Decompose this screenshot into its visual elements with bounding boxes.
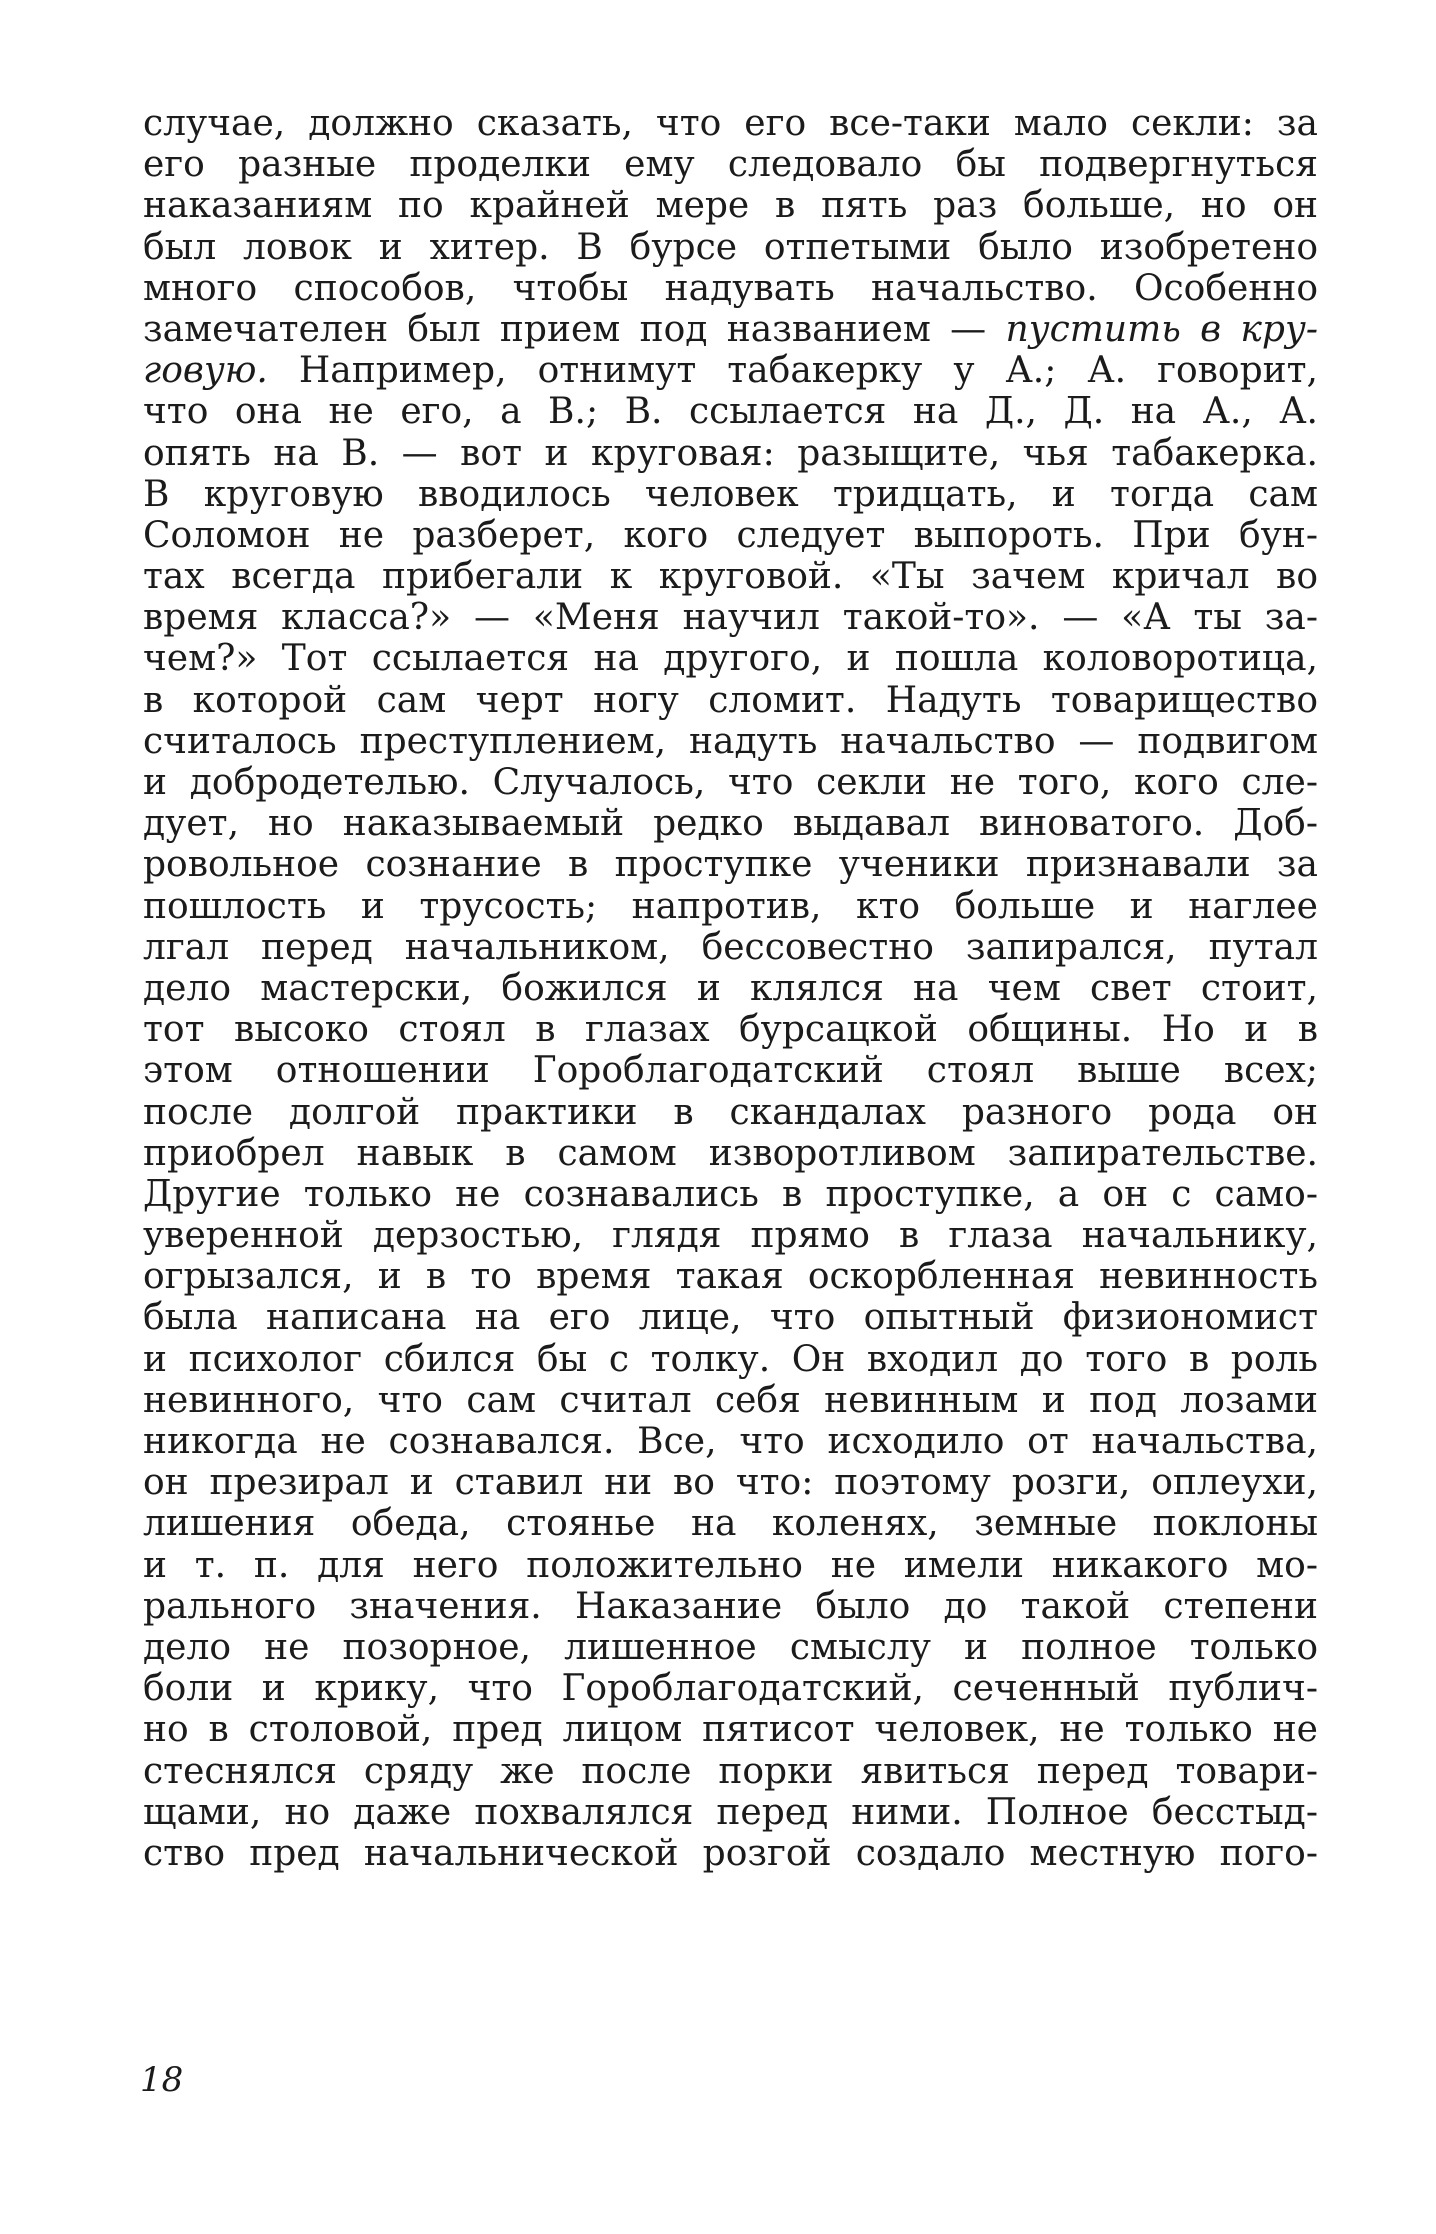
text-line: ровольное сознание в проступке ученики признавали за	[143, 844, 1318, 886]
text-line: лгал перед начальником, бессовестно запирался, путал	[143, 926, 1318, 968]
text-line: стеснялся сряду же после порки явиться перед товари-	[143, 1750, 1318, 1792]
text-line: наказаниям по крайней мере в пять раз больше, но он	[143, 185, 1318, 227]
text-line: говую. Например, отнимут табакерку у А.; А. говорит,	[143, 350, 1318, 392]
text-line: и психолог сбился бы с толку. Он входил до того в роль	[143, 1338, 1318, 1380]
text-line: считалось преступлением, надуть начальство — подвигом	[143, 720, 1318, 762]
text-line: много способов, чтобы надувать начальство. Особенно	[143, 267, 1318, 309]
text-line: что она не его, а В.; В. ссылается на Д., Д. на А., А.	[143, 391, 1318, 433]
text-line: лишения обеда, стоянье на коленях, земные поклоны	[143, 1503, 1318, 1545]
text-line: дует, но наказываемый редко выдавал виноватого. Доб-	[143, 803, 1318, 845]
text-line: опять на В. — вот и круговая: разыщите, чья табакерка.	[143, 432, 1318, 474]
text-line: и добродетелью. Случалось, что секли не того, кого сле-	[143, 762, 1318, 803]
text-line: после долгой практики в скандалах разного рода он	[143, 1091, 1318, 1133]
body-text	[143, 103, 1318, 1874]
text-line: невинного, что сам считал себя невинным и под лозами	[143, 1379, 1318, 1421]
text-line: рального значения. Наказание было до такой степени	[143, 1585, 1318, 1627]
text-line: и т. п. для него положительно не имели никакого мо-	[143, 1544, 1318, 1586]
text-line: Соломон не разберет, кого следует выпороть. При бун-	[143, 514, 1318, 556]
text-line: пошлость и трусость; напротив, кто больше и наглее	[143, 885, 1318, 927]
text-line: в которой сам черт ногу сломит. Надуть товарищество	[143, 679, 1318, 721]
text-line: этом отношении Гороблагодатский стоял выше всех;	[143, 1050, 1318, 1092]
page-number: 18	[140, 2060, 184, 2100]
text-line: В круговую вводилось человек тридцать, и тогда сам	[143, 473, 1318, 515]
text-line: но в столовой, пред лицом пятисот человек, не только не	[143, 1709, 1318, 1751]
text-line: щами, но даже похвалялся перед ними. Полное бесстыд-	[143, 1791, 1318, 1833]
text-line: уверенной дерзостью, глядя прямо в глаза начальнику,	[143, 1215, 1318, 1257]
text-line: был ловок и хитер. В бурсе отпетыми было изобретено	[143, 226, 1318, 268]
text-line: дело не позорное, лишенное смыслу и полное только	[143, 1626, 1318, 1668]
text-line: чем?» Тот ссылается на другого, и пошла коловоротица,	[143, 638, 1318, 680]
text-line: огрызался, и в то время такая оскорбленная невинность	[143, 1256, 1318, 1298]
text-line: тот высоко стоял в глазах бурсацкой общины. Но и в	[143, 1009, 1318, 1051]
text-line: тах всегда прибегали к круговой. «Ты зачем кричал во	[143, 556, 1318, 598]
text-line: он презирал и ставил ни во что: поэтому розги, оплеухи,	[143, 1462, 1318, 1504]
text-line: замечателен был прием под названием — пустить в кру-	[143, 308, 1319, 350]
text-line: была написана на его лице, что опытный физиономист	[143, 1297, 1318, 1339]
italic-term: говую.	[143, 350, 268, 392]
text-line: время класса?» — «Меня научил такой-то». — «А ты за-	[143, 597, 1318, 639]
text-line: Другие только не сознавались в проступке, а он с само-	[143, 1173, 1318, 1215]
text-line: его разные проделки ему следовало бы подвергнуться	[143, 144, 1318, 186]
text-line: дело мастерски, божился и клялся на чем свет стоит,	[143, 967, 1318, 1009]
text-line: случае, должно сказать, что его все-таки мало секли: за	[143, 103, 1318, 144]
text-line: боли и крику, что Гороблагодатский, сеченный публич-	[143, 1668, 1318, 1710]
text-line: ство пред начальнической розгой создало местную пого-	[143, 1832, 1318, 1874]
italic-term: пустить в кру-	[1005, 308, 1319, 350]
text-line: приобрел навык в самом изворотливом запирательстве.	[143, 1132, 1318, 1174]
text-line: никогда не сознавался. Все, что исходило от начальства,	[143, 1421, 1318, 1462]
